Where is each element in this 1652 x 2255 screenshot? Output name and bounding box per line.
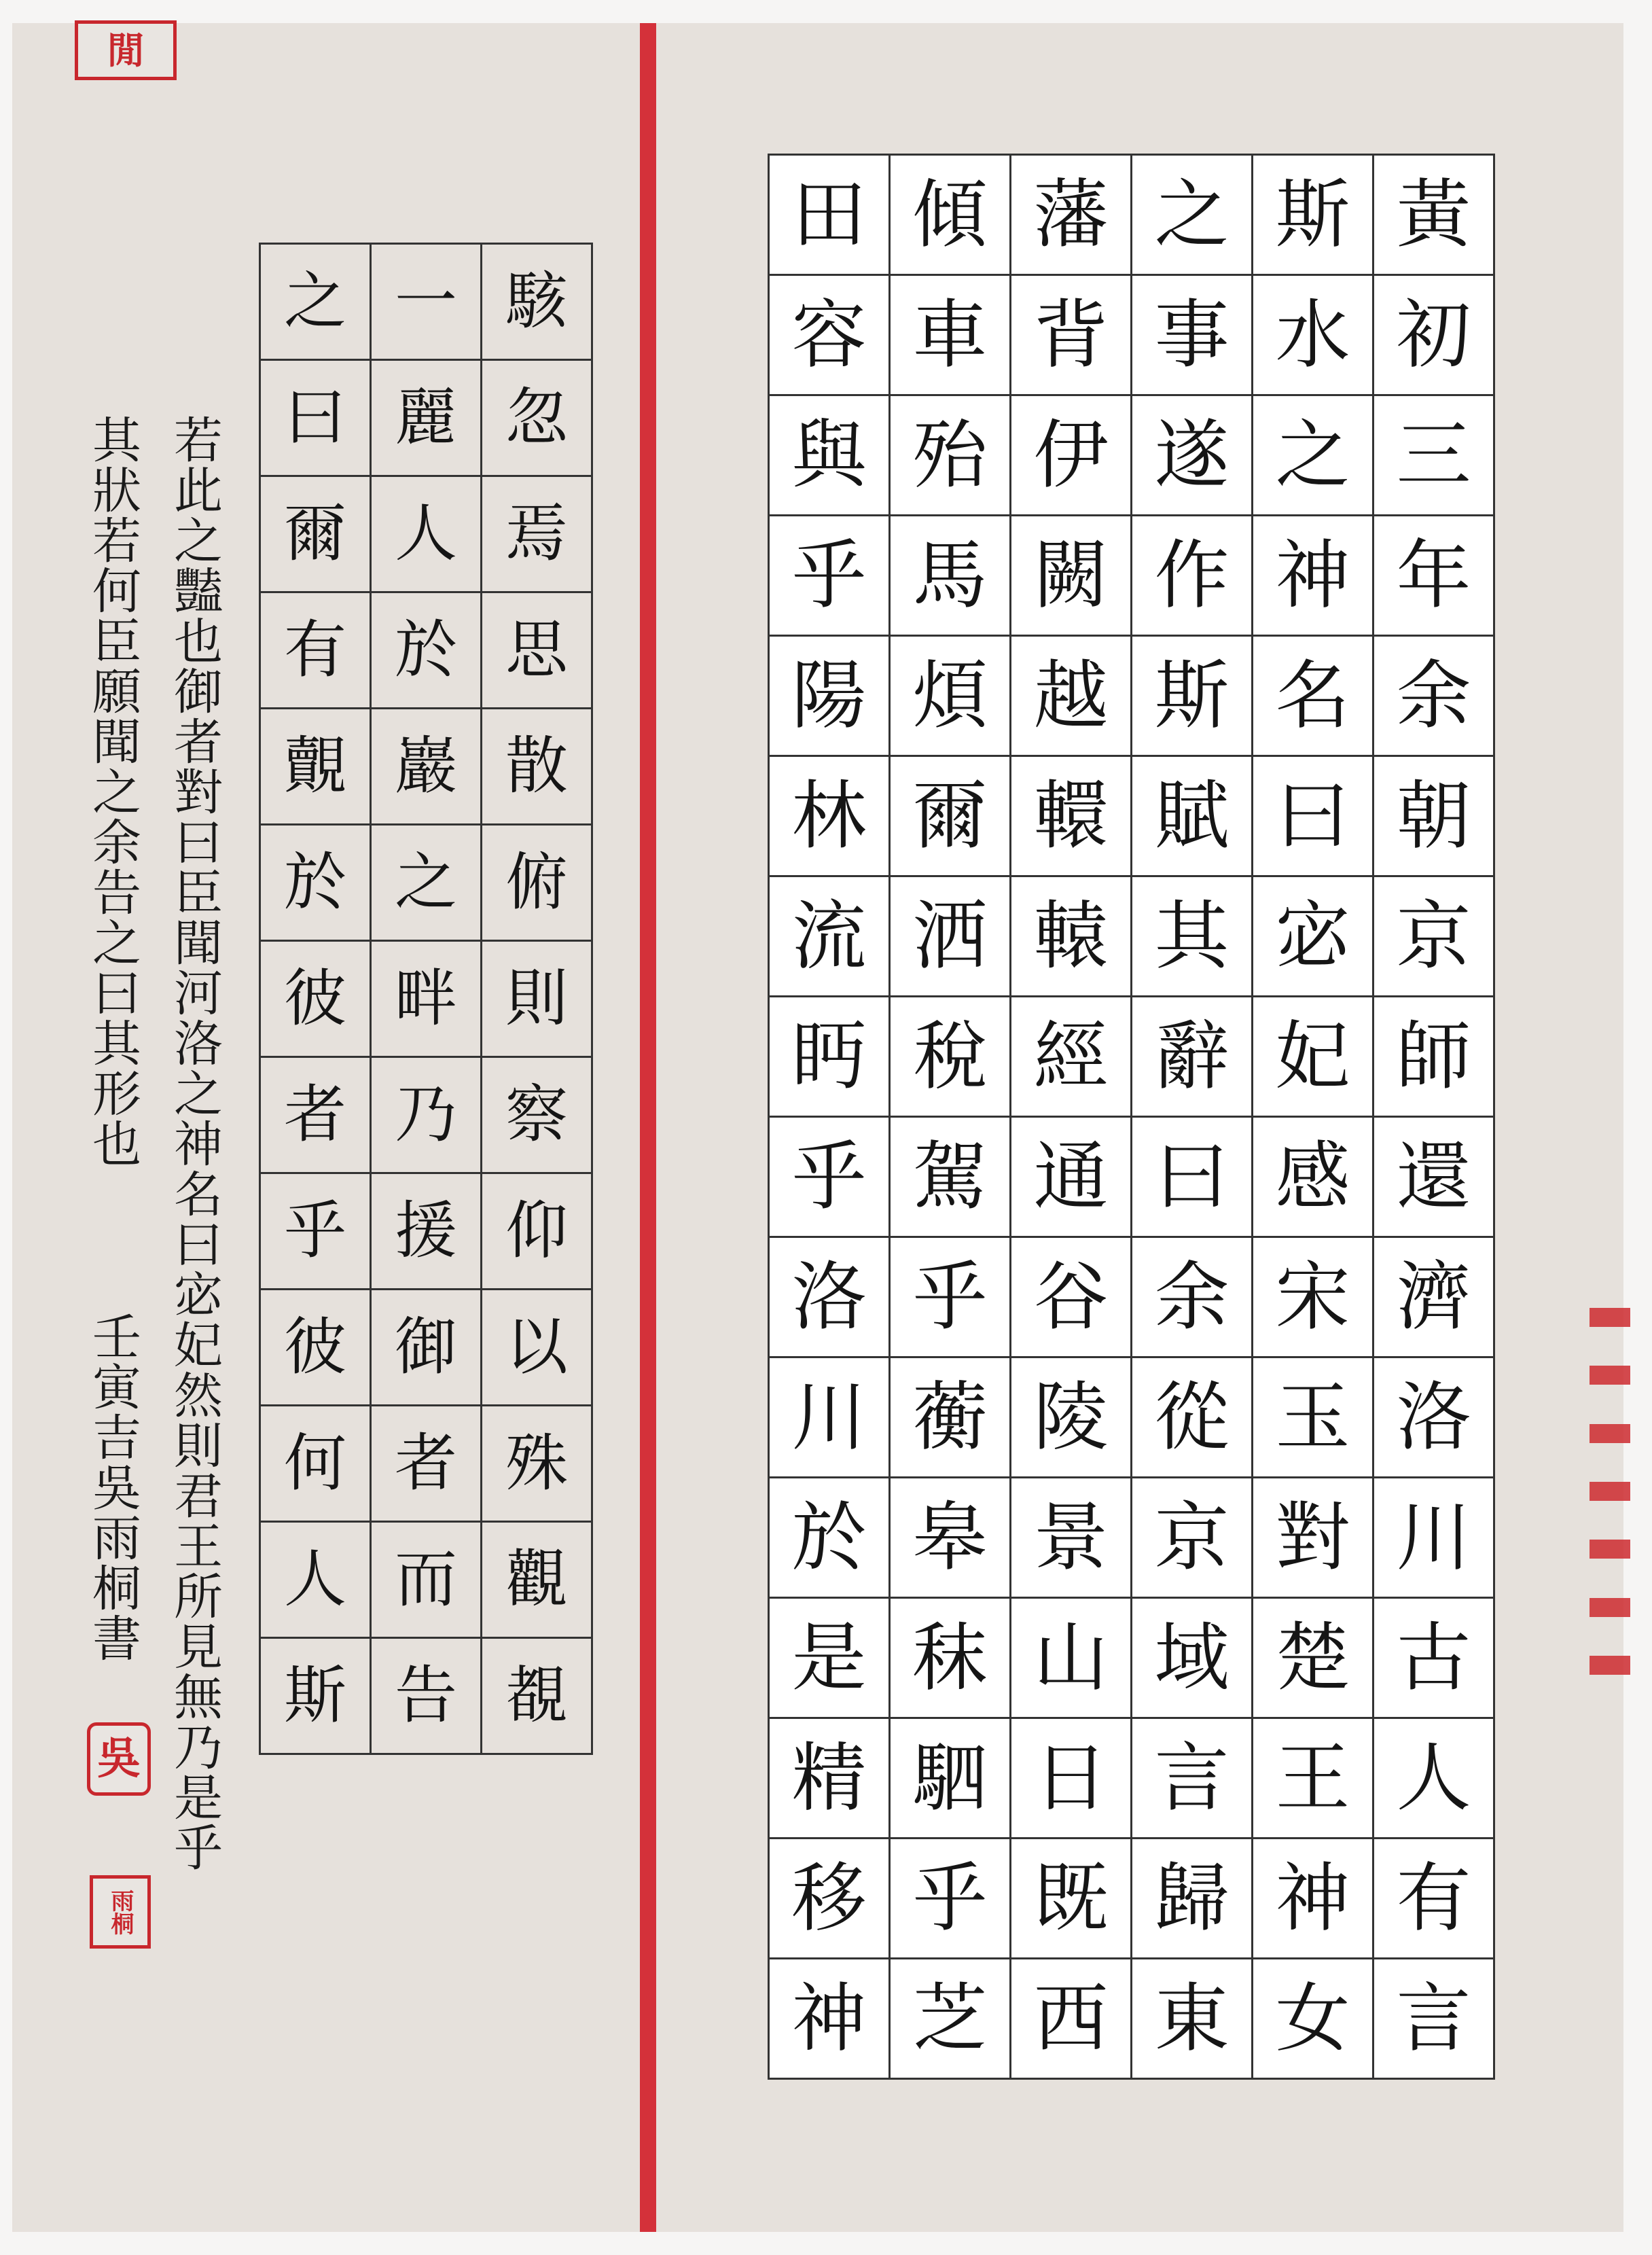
main-grid-char-cell: 陵 xyxy=(1011,1357,1132,1478)
main-grid-char-cell: 川 xyxy=(1373,1478,1494,1598)
main-grid-char-cell: 闕 xyxy=(1011,516,1132,636)
edge-seal-mark xyxy=(1590,1308,1630,1675)
main-grid-char-cell: 乎 xyxy=(769,516,890,636)
main-grid-char-cell: 年 xyxy=(1373,516,1494,636)
main-grid-char-cell: 伊 xyxy=(1011,395,1132,516)
main-grid-char-cell: 山 xyxy=(1011,1598,1132,1718)
main-grid-char-cell: 芝 xyxy=(890,1959,1011,2079)
main-grid-char-cell: 水 xyxy=(1253,275,1373,395)
main-grid-char-cell: 域 xyxy=(1132,1598,1253,1718)
inscription-column-1: 若此之豔也御者對曰臣聞河洛之神名曰宓妃然則君王所見無乃是乎 xyxy=(166,414,223,1872)
main-grid-char-cell: 黃 xyxy=(1373,155,1494,275)
bottom-seal-text: 雨桐 xyxy=(107,1889,134,1935)
main-grid-char-cell: 神 xyxy=(1253,1839,1373,1959)
main-grid-char-cell: 朝 xyxy=(1373,756,1494,876)
main-grid-char-cell: 爾 xyxy=(890,756,1011,876)
main-grid-char-cell: 陽 xyxy=(769,636,890,756)
main-grid-char-cell: 師 xyxy=(1373,997,1494,1117)
main-grid-char-cell: 是 xyxy=(769,1598,890,1718)
main-grid-char-cell: 神 xyxy=(1253,516,1373,636)
main-grid-char-cell: 流 xyxy=(769,876,890,997)
main-grid-char-cell: 人 xyxy=(1373,1718,1494,1839)
main-grid-char-cell: 容 xyxy=(769,275,890,395)
main-grid-char-cell: 對 xyxy=(1253,1478,1373,1598)
second-grid-char-cell: 巖 xyxy=(371,709,482,825)
main-grid-char-cell: 煩 xyxy=(890,636,1011,756)
main-grid-char-cell: 轅 xyxy=(1011,876,1132,997)
second-grid-char-cell: 於 xyxy=(371,592,482,709)
main-grid-char-cell: 洛 xyxy=(1373,1357,1494,1478)
second-grid-char-cell: 彼 xyxy=(260,1290,371,1406)
main-grid-char-cell: 景 xyxy=(1011,1478,1132,1598)
second-grid-char-cell: 焉 xyxy=(482,476,592,592)
main-grid-char-cell: 楚 xyxy=(1253,1598,1373,1718)
main-grid-char-cell: 蘅 xyxy=(890,1357,1011,1478)
main-grid-char-cell: 與 xyxy=(769,395,890,516)
main-grid-char-cell: 乎 xyxy=(890,1237,1011,1357)
main-grid-char-cell: 三 xyxy=(1373,395,1494,516)
second-grid-char-cell: 乎 xyxy=(260,1173,371,1290)
main-grid-char-cell: 宓 xyxy=(1253,876,1373,997)
main-grid-char-cell: 賦 xyxy=(1132,756,1253,876)
main-grid-char-cell: 駟 xyxy=(890,1718,1011,1839)
main-grid-char-cell: 玉 xyxy=(1253,1357,1373,1478)
main-grid-char-cell: 京 xyxy=(1132,1478,1253,1598)
main-grid-char-cell: 背 xyxy=(1011,275,1132,395)
main-grid-char-cell: 感 xyxy=(1253,1117,1373,1237)
main-grid-char-cell: 殆 xyxy=(890,395,1011,516)
second-grid-char-cell: 則 xyxy=(482,941,592,1057)
main-grid-char-cell: 西 xyxy=(1011,1959,1132,2079)
inscription-column-2: 其狀若何臣願聞之余告之曰其形也 xyxy=(84,414,141,1169)
main-grid-char-cell: 言 xyxy=(1132,1718,1253,1839)
second-grid-char-cell: 駭 xyxy=(482,244,592,360)
main-grid-char-cell: 林 xyxy=(769,756,890,876)
second-grid-char-cell: 御 xyxy=(371,1290,482,1406)
main-grid-char-cell: 有 xyxy=(1373,1839,1494,1959)
main-grid-char-cell: 移 xyxy=(769,1839,890,1959)
second-grid-char-cell: 之 xyxy=(260,244,371,360)
main-grid-char-cell: 之 xyxy=(1132,155,1253,275)
second-text-grid xyxy=(259,243,593,1755)
main-grid-char-cell: 馬 xyxy=(890,516,1011,636)
main-grid-char-cell: 傾 xyxy=(890,155,1011,275)
main-grid-char-cell: 曰 xyxy=(1253,756,1373,876)
main-grid-char-cell: 東 xyxy=(1132,1959,1253,2079)
main-grid-char-cell: 從 xyxy=(1132,1357,1253,1478)
main-grid-char-cell: 斯 xyxy=(1253,155,1373,275)
main-grid-char-cell: 秣 xyxy=(890,1598,1011,1718)
main-grid-char-cell: 川 xyxy=(769,1357,890,1478)
main-grid-char-cell: 歸 xyxy=(1132,1839,1253,1959)
name-seal xyxy=(87,1722,151,1796)
second-grid-char-cell: 曰 xyxy=(260,360,371,476)
main-grid-char-cell: 余 xyxy=(1132,1237,1253,1357)
main-grid-char-cell: 駕 xyxy=(890,1117,1011,1237)
second-grid-char-cell: 爾 xyxy=(260,476,371,592)
second-grid-char-cell: 之 xyxy=(371,825,482,941)
main-grid-char-cell: 田 xyxy=(769,155,890,275)
second-grid-char-cell: 覩 xyxy=(482,1638,592,1754)
main-grid-char-cell: 曰 xyxy=(1132,1117,1253,1237)
main-grid-char-cell: 通 xyxy=(1011,1117,1132,1237)
main-grid-char-cell: 其 xyxy=(1132,876,1253,997)
main-grid-char-cell: 言 xyxy=(1373,1959,1494,2079)
main-grid-char-cell: 還 xyxy=(1373,1117,1494,1237)
second-grid-char-cell: 於 xyxy=(260,825,371,941)
second-grid-char-cell: 人 xyxy=(371,476,482,592)
main-grid-char-cell: 作 xyxy=(1132,516,1253,636)
second-grid-char-cell: 告 xyxy=(371,1638,482,1754)
main-grid-char-cell: 既 xyxy=(1011,1839,1132,1959)
main-grid-char-cell: 古 xyxy=(1373,1598,1494,1718)
main-grid-char-cell: 名 xyxy=(1253,636,1373,756)
main-grid-char-cell: 初 xyxy=(1373,275,1494,395)
second-grid-char-cell: 有 xyxy=(260,592,371,709)
main-grid-char-cell: 洒 xyxy=(890,876,1011,997)
second-grid-char-cell: 以 xyxy=(482,1290,592,1406)
second-grid-char-cell: 人 xyxy=(260,1522,371,1638)
second-grid-char-cell: 援 xyxy=(371,1173,482,1290)
second-grid-char-cell: 忽 xyxy=(482,360,592,476)
main-grid-char-cell: 經 xyxy=(1011,997,1132,1117)
second-grid-char-cell: 覿 xyxy=(260,709,371,825)
second-grid-char-cell: 斯 xyxy=(260,1638,371,1754)
bottom-seal xyxy=(90,1875,151,1949)
top-left-seal-text: 閒 xyxy=(107,29,144,72)
main-grid-char-cell: 神 xyxy=(769,1959,890,2079)
second-grid-char-cell: 麗 xyxy=(371,360,482,476)
main-grid-char-cell: 越 xyxy=(1011,636,1132,756)
main-grid-char-cell: 之 xyxy=(1253,395,1373,516)
main-grid-char-cell: 乎 xyxy=(890,1839,1011,1959)
main-grid-char-cell: 轘 xyxy=(1011,756,1132,876)
main-grid-char-cell: 遂 xyxy=(1132,395,1253,516)
second-grid-char-cell: 殊 xyxy=(482,1406,592,1522)
second-grid-char-cell: 畔 xyxy=(371,941,482,1057)
signature-column: 壬寅吉吳雨桐書 xyxy=(84,1311,141,1663)
red-divider-line xyxy=(640,23,656,2232)
second-grid-char-cell: 一 xyxy=(371,244,482,360)
second-grid-char-cell: 而 xyxy=(371,1522,482,1638)
main-grid-char-cell: 余 xyxy=(1373,636,1494,756)
top-left-seal xyxy=(75,20,177,80)
second-grid-char-cell: 乃 xyxy=(371,1057,482,1173)
main-grid-char-cell: 辭 xyxy=(1132,997,1253,1117)
second-grid-char-cell: 者 xyxy=(260,1057,371,1173)
second-grid-char-cell: 彼 xyxy=(260,941,371,1057)
second-grid-char-cell: 俯 xyxy=(482,825,592,941)
main-grid-char-cell: 皋 xyxy=(890,1478,1011,1598)
second-grid-char-cell: 思 xyxy=(482,592,592,709)
main-grid-char-cell: 事 xyxy=(1132,275,1253,395)
main-grid-char-cell: 於 xyxy=(769,1478,890,1598)
main-grid-char-cell: 藩 xyxy=(1011,155,1132,275)
main-grid-char-cell: 王 xyxy=(1253,1718,1373,1839)
second-grid-char-cell: 者 xyxy=(371,1406,482,1522)
second-grid-char-cell: 何 xyxy=(260,1406,371,1522)
main-grid-char-cell: 眄 xyxy=(769,997,890,1117)
second-grid-char-cell: 察 xyxy=(482,1057,592,1173)
main-grid-char-cell: 日 xyxy=(1011,1718,1132,1839)
main-grid-char-cell: 宋 xyxy=(1253,1237,1373,1357)
name-seal-text: 吳 xyxy=(97,1733,141,1784)
main-grid-char-cell: 女 xyxy=(1253,1959,1373,2079)
main-grid-char-cell: 精 xyxy=(769,1718,890,1839)
main-grid-char-cell: 斯 xyxy=(1132,636,1253,756)
main-text-grid xyxy=(768,154,1495,2080)
main-grid-char-cell: 京 xyxy=(1373,876,1494,997)
main-grid-char-cell: 車 xyxy=(890,275,1011,395)
second-grid-char-cell: 仰 xyxy=(482,1173,592,1290)
main-grid-char-cell: 濟 xyxy=(1373,1237,1494,1357)
second-grid-char-cell: 觀 xyxy=(482,1522,592,1638)
second-grid-char-cell: 散 xyxy=(482,709,592,825)
main-grid-char-cell: 妃 xyxy=(1253,997,1373,1117)
main-grid-char-cell: 乎 xyxy=(769,1117,890,1237)
main-grid-char-cell: 稅 xyxy=(890,997,1011,1117)
main-grid-char-cell: 洛 xyxy=(769,1237,890,1357)
main-grid-char-cell: 谷 xyxy=(1011,1237,1132,1357)
